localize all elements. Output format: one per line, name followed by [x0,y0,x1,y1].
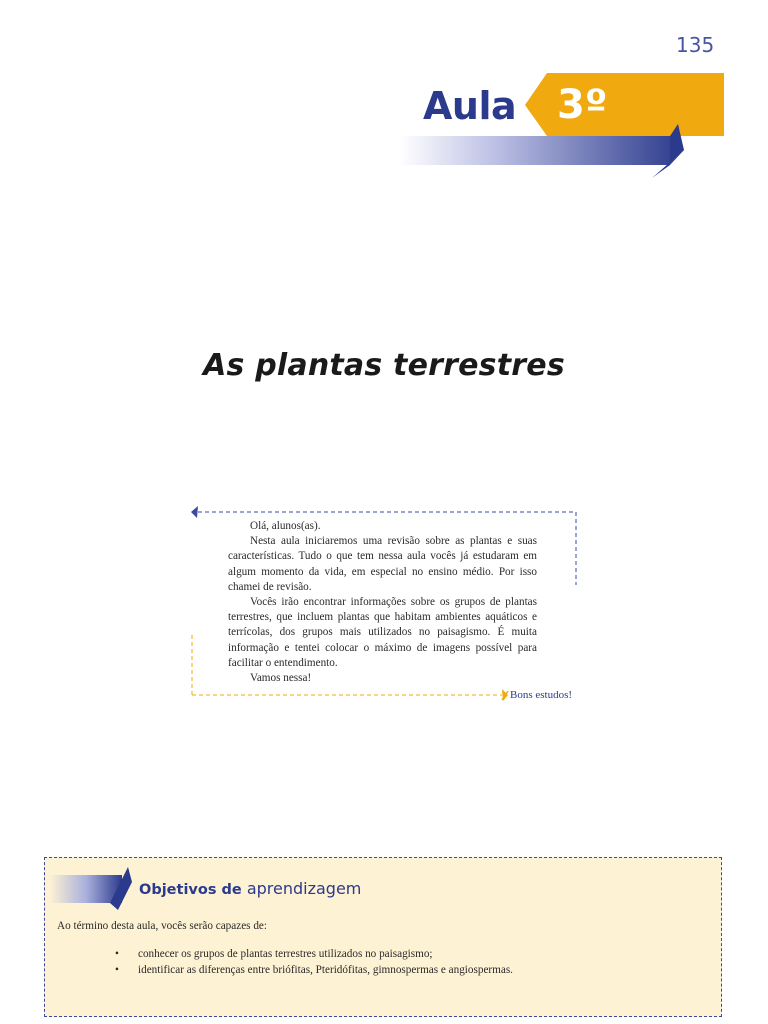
page-number: 135 [676,33,715,57]
lesson-title: As plantas terrestres [203,348,565,383]
list-item [115,946,513,962]
intro-greeting: Olá, alunos(as). [250,520,321,532]
lesson-number: 3º [557,82,608,128]
top-left-arrow-icon [191,506,198,518]
objective-text: identificar as diferenças entre briófitas, Pteridófitas, gimnospermas e angiospermas. [138,964,513,976]
objectives-list [115,946,513,978]
objectives-intro: Ao término desta aula, vocês serão capazes de: [57,920,267,932]
bullet-icon: • [115,948,119,960]
objectives-title-light: aprendizagem [246,879,362,898]
intro-paragraph: Nesta aula iniciaremos uma revisão sobre as plantas e suas características. Tudo o que tem nessa aula vocês já estudaram em algum momento da vida, em especial no ensino médio. Por isso chamei de revisão. [228,535,537,593]
closing-text: Bons estudos! [510,689,573,701]
lesson-number-tab [525,73,724,136]
intro-text [228,519,537,686]
objectives-title-bold: Objetivos de [139,882,242,898]
bullet-icon: • [115,964,119,976]
objective-text: conhecer os grupos de plantas terrestres utilizados no paisagismo; [138,948,433,960]
intro-paragraph: Vamos nessa! [250,672,312,685]
lesson-label: Aula [423,84,517,128]
gradient-band [400,136,684,165]
list-item [115,962,513,978]
intro-paragraph: Vocês irão encontrar informações sobre os grupos de plantas terrestres, que incluem plantas que habitam ambientes aquáticos e terrícolas, dos grupos mais utilizados no paisagismo. É muita informação e tentei colocar o máximo de imagens possível para facilitar o entendimento. [228,596,537,669]
objectives-title [139,879,361,898]
objectives-header-graphic [50,866,140,916]
objectives-gradient-band [50,875,122,903]
